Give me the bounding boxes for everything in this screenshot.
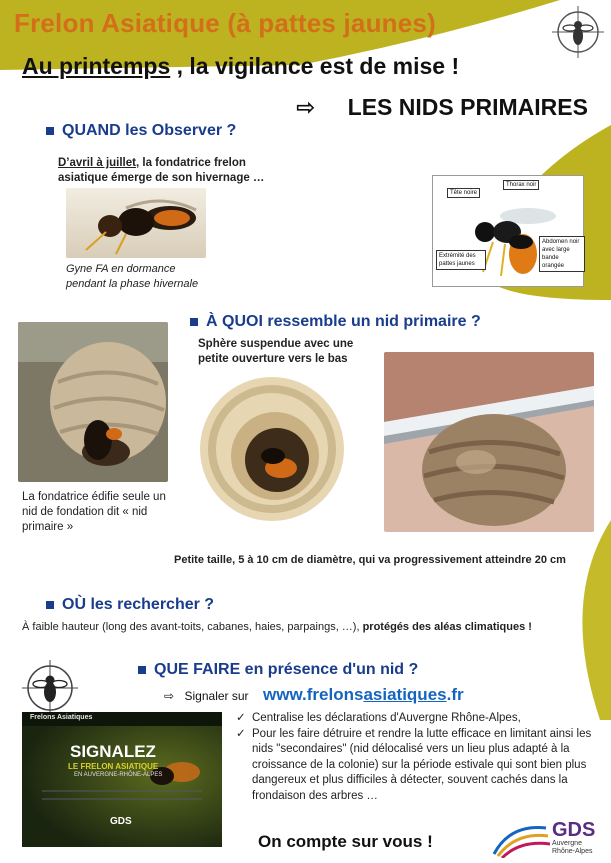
url-part-1: www.frelons bbox=[263, 685, 364, 704]
wasp-logo-icon bbox=[552, 6, 604, 58]
page-title: Frelon Asiatique (à pattes jaunes) bbox=[14, 8, 436, 38]
dormant-queen-photo bbox=[66, 188, 206, 258]
signaler-label: Signaler sur bbox=[184, 689, 249, 703]
quand-heading bbox=[46, 122, 236, 140]
url-part-2: asiatiques bbox=[363, 685, 447, 704]
thumb-site-name: Frelons Asiatiques bbox=[30, 714, 93, 721]
quefaire-heading bbox=[138, 661, 418, 679]
thumb-headline-2: LE FRELON ASIATIQUE bbox=[68, 762, 159, 771]
ou-heading-rest: les rechercher ? bbox=[86, 596, 215, 613]
checklist-item-1: ✓ Centralise les déclarations d'Auvergne Rhône-Alpes, bbox=[236, 711, 601, 727]
section-title-text: LES NIDS PRIMAIRES bbox=[347, 94, 588, 120]
label-tete: Tête noire bbox=[447, 188, 480, 198]
quand-text bbox=[58, 156, 278, 186]
section-title bbox=[296, 94, 588, 121]
hornet-anatomy-diagram bbox=[432, 175, 584, 287]
dormant-queen-caption bbox=[66, 262, 246, 292]
website-screenshot bbox=[22, 712, 222, 847]
gds-sub-1: Auvergne bbox=[552, 840, 582, 847]
primary-nest-photo-3 bbox=[384, 352, 594, 532]
subtitle bbox=[22, 53, 459, 80]
gds-logo bbox=[552, 820, 608, 856]
wasp-target-icon bbox=[22, 660, 78, 716]
gds-logo-text: GDS bbox=[552, 819, 596, 841]
ou-heading bbox=[46, 596, 214, 614]
square-bullet-icon bbox=[46, 601, 54, 609]
quefaire-heading-rest: en présence d'un nid ? bbox=[240, 661, 419, 678]
primary-nest-photo-2 bbox=[197, 374, 347, 524]
caption-line-1: Gyne FA en dormance bbox=[66, 263, 176, 275]
ou-text-bold: protégés des aléas climatiques ! bbox=[359, 621, 532, 633]
gds-sub-2: Rhône-Alpes bbox=[552, 848, 593, 855]
aquoi-heading bbox=[190, 313, 481, 331]
ou-text bbox=[22, 620, 607, 635]
checklist-item-2: ✓ Pour les faire détruire et rendre la lutte efficace en limitant ainsi les nids "secondaires" (nid délocalisé vers un lieu plus adapté à la croissance de la colonie) sur la période estivale qui sont bien plus dangereux et plus difficiles à détecter, souvent cachés dans la frondaison des arbres … bbox=[236, 727, 601, 805]
label-thorax: Thorax noir bbox=[503, 180, 539, 190]
partner-swirl-logo-icon bbox=[490, 818, 550, 858]
aquoi-sphere-text: Sphère suspendue avec une petite ouverture vers le bas bbox=[198, 338, 354, 365]
quand-heading-key: QUAND bbox=[62, 122, 121, 139]
ou-text-main: À faible hauteur (long des avant-toits, cabanes, haies, parpaings, …), bbox=[22, 621, 360, 633]
square-bullet-icon bbox=[46, 127, 54, 135]
url-part-3: .fr bbox=[446, 685, 464, 704]
quefaire-heading-key: QUE FAIRE bbox=[154, 661, 241, 678]
subtitle-rest: , la vigilance est de mise ! bbox=[170, 53, 460, 79]
thumb-headline-3: EN AUVERGNE-RHÔNE-ALPES bbox=[74, 772, 163, 778]
square-bullet-icon bbox=[138, 666, 146, 674]
ou-heading-key: OÙ bbox=[62, 596, 86, 613]
aquoi-heading-key: À QUOI bbox=[206, 313, 263, 330]
aquoi-taille-text: Petite taille, 5 à 10 cm de diamètre, qui va progressivement atteindre 20 cm bbox=[174, 554, 566, 566]
arrow-right-icon: ⇨ bbox=[164, 689, 175, 703]
thumb-logo: GDS bbox=[110, 816, 132, 827]
aquoi-fondatrice-text: La fondatrice édifie seule un nid de fondation dit « nid primaire » bbox=[22, 491, 166, 533]
action-checklist bbox=[236, 711, 601, 804]
square-bullet-icon bbox=[190, 318, 198, 326]
quand-text-rest: , la fondatrice frelon asiatique émerge de son hivernage … bbox=[58, 157, 265, 184]
closing-text: On compte sur vous ! bbox=[258, 832, 433, 851]
thumb-headline-1: SIGNALEZ bbox=[70, 742, 156, 761]
subtitle-underlined: Au printemps bbox=[22, 53, 171, 79]
primary-nest-photo-1 bbox=[18, 322, 168, 482]
caption-line-2: pendant la phase hivernale bbox=[66, 278, 199, 290]
arrow-right-icon: ⇨ bbox=[296, 94, 316, 120]
label-pattes: Extrémité des pattes jaunes bbox=[436, 250, 486, 270]
aquoi-heading-rest: ressemble un nid primaire ? bbox=[262, 313, 481, 330]
website-link[interactable] bbox=[263, 685, 464, 704]
signaler-line bbox=[164, 685, 464, 705]
quand-text-underlined: D’avril à juillet bbox=[58, 157, 136, 169]
label-abdomen: Abdomen noir avec large bande orangée bbox=[539, 236, 585, 272]
quand-heading-rest: les Observer ? bbox=[120, 122, 237, 139]
